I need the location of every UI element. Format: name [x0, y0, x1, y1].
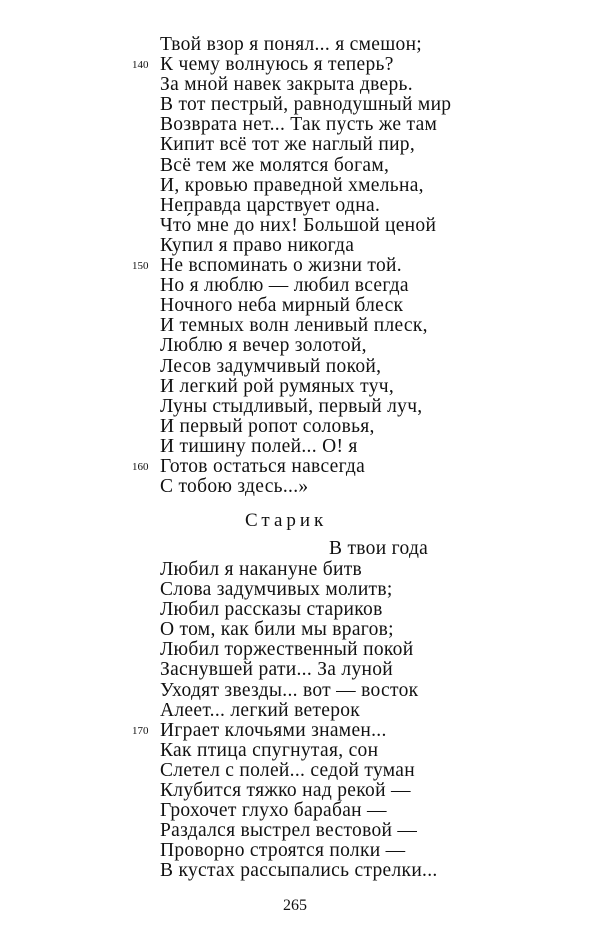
line-text: Возврата нет... Так пусть же там	[160, 114, 438, 136]
line-number: 150	[132, 260, 149, 273]
poem-line	[160, 701, 438, 721]
poem-line	[160, 95, 451, 115]
line-text: Заснувшей рати... За луной	[160, 659, 394, 681]
line-text: Как птица спугнутая, сон	[160, 739, 379, 761]
poem-stanza-2	[132, 559, 438, 882]
poem-line	[160, 357, 451, 377]
line-text: Луны стыдливый, первый луч,	[160, 395, 423, 417]
line-text: Ночного неба мирный блеск	[160, 295, 404, 317]
speaker-heading: Старик	[245, 510, 328, 531]
poem-line	[160, 156, 451, 176]
poem-line	[160, 316, 451, 336]
poem-line	[160, 560, 438, 580]
line-number: 170	[132, 724, 149, 737]
line-text: Любил торжественный покой	[160, 639, 414, 661]
poem-line	[132, 455, 451, 477]
line-text: И первый ропот соловья,	[160, 415, 375, 437]
line-text: И легкий рой румяных туч,	[160, 375, 395, 397]
line-text: К чему волнуюсь я теперь?	[160, 54, 394, 76]
line-text: Играет клочьями знамен...	[160, 719, 387, 741]
poem-line	[160, 600, 438, 620]
page-number: 265	[283, 897, 307, 914]
line-text: Всё тем же молятся богам,	[160, 154, 390, 176]
poem-line	[132, 54, 451, 76]
poem-line	[160, 296, 451, 316]
poem-line	[160, 196, 451, 216]
line-number: 140	[132, 59, 149, 72]
poem-line	[132, 255, 451, 277]
poem-line	[160, 620, 438, 640]
poem-line	[160, 841, 438, 861]
line-text: Твой взор я понял... я смешон;	[160, 34, 423, 55]
poem-line	[160, 377, 451, 397]
line-text: Любил я накануне битв	[160, 559, 363, 580]
poem-line	[132, 719, 438, 741]
line-text: В тот пестрый, равнодушный мир	[160, 94, 452, 116]
line-text: Но я люблю — любил всегда	[160, 275, 409, 297]
poem-line	[160, 821, 438, 841]
poem-line	[160, 336, 451, 356]
line-text: Любил рассказы стариков	[160, 599, 383, 621]
line-text: О том, как били мы врагов;	[160, 619, 394, 641]
line-text: Люблю я вечер золотой,	[160, 335, 367, 357]
speaker-first-line: В твои года	[329, 538, 429, 559]
line-text: И, кровью праведной хмельна,	[160, 174, 424, 196]
poem-line	[160, 801, 438, 821]
poem-line	[160, 861, 438, 881]
poem-line	[160, 437, 451, 457]
poem-line	[160, 115, 451, 135]
poem-line	[160, 681, 438, 701]
poem-line	[160, 35, 451, 55]
poem-line	[160, 75, 451, 95]
poem-line	[160, 397, 451, 417]
line-text: В кустах рассыпались стрелки...	[160, 860, 438, 882]
poem-line	[160, 761, 438, 781]
line-number: 160	[132, 460, 149, 473]
poem-line	[160, 236, 451, 256]
line-text: Купил я право никогда	[160, 234, 355, 256]
poem-line	[160, 781, 438, 801]
line-text: Проворно строятся полки —	[160, 840, 406, 862]
poem-stanza-1	[132, 34, 452, 498]
poem-line	[160, 477, 451, 497]
line-text: И тишину полей... О! я	[160, 435, 358, 457]
line-text: Алеет... легкий ветерок	[160, 699, 361, 721]
line-text: Уходят звезды... вот — восток	[160, 679, 419, 701]
line-text: Не вспоминать о жизни той.	[160, 255, 402, 277]
line-text: Слова задумчивых молитв;	[160, 579, 393, 601]
line-text: Раздался выстрел вестовой —	[160, 820, 418, 842]
poem-line	[160, 176, 451, 196]
line-text: Клубится тяжко над рекой —	[160, 780, 411, 802]
poem-line	[160, 417, 451, 437]
line-text: С тобою здесь...»	[160, 476, 309, 498]
line-text: За мной навек закрыта дверь.	[160, 74, 413, 96]
line-text: Неправда царствует одна.	[160, 194, 381, 216]
line-text: И темных волн ленивый плеск,	[160, 315, 428, 337]
line-text: Лесов задумчивый покой,	[160, 355, 382, 377]
line-text: Готов остаться навсегда	[160, 455, 366, 477]
poem-line	[160, 660, 438, 680]
poem-line	[160, 276, 451, 296]
poem-line	[160, 135, 451, 155]
line-text: Что́ мне до них! Большой ценой	[160, 214, 437, 236]
poem-line	[160, 640, 438, 660]
line-text: Слетел с полей... седой туман	[160, 759, 415, 781]
line-text: Кипит всё тот же наглый пир,	[160, 134, 416, 156]
line-text: Грохочет глухо барабан —	[160, 800, 387, 822]
poem-line	[160, 216, 451, 236]
poem-line	[160, 741, 438, 761]
poem-line	[160, 580, 438, 600]
